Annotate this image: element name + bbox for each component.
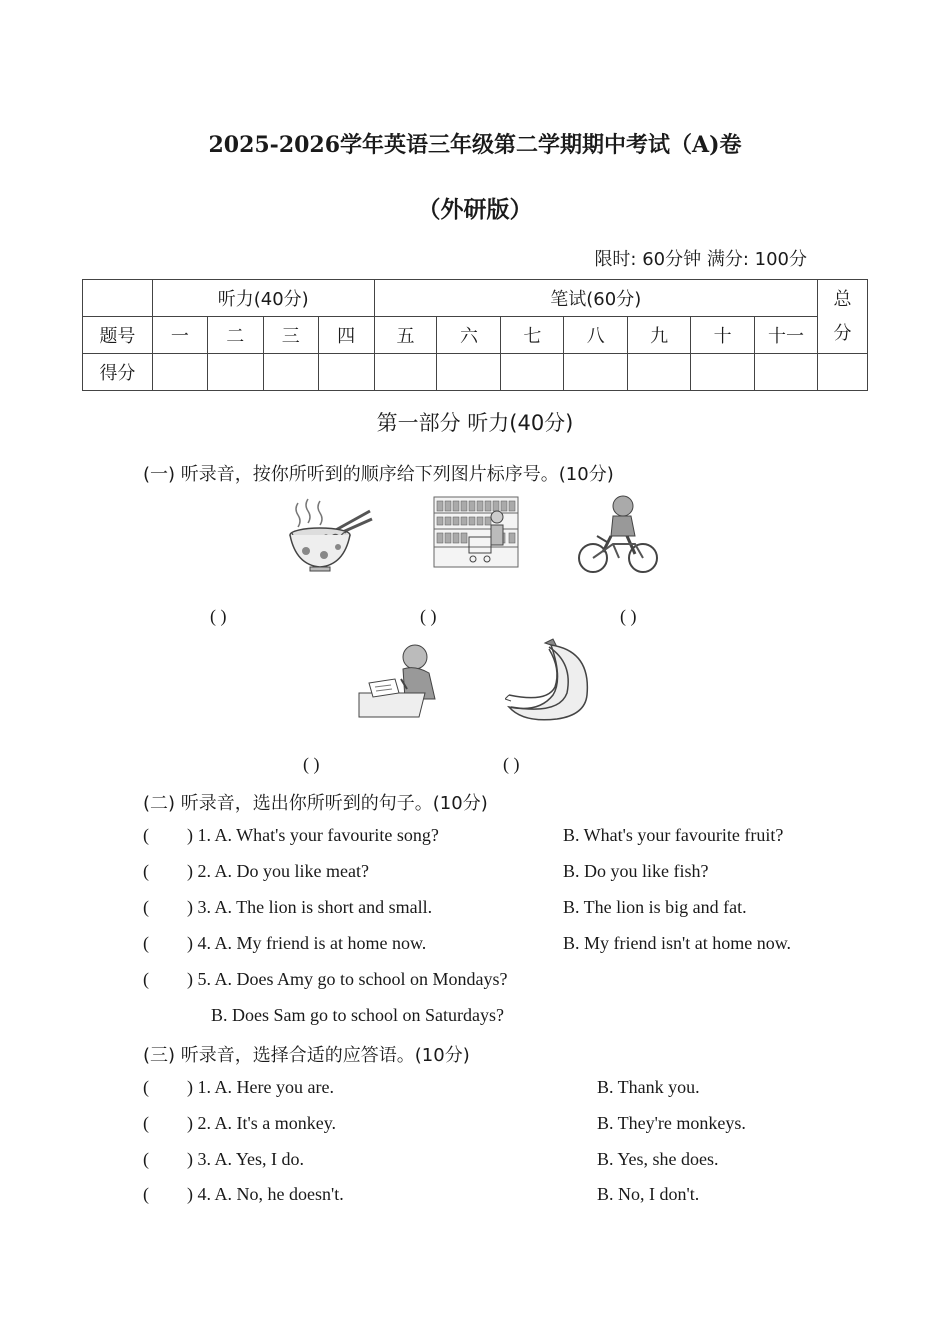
answer-paren[interactable]: ( — [143, 1149, 149, 1169]
score-cell[interactable] — [628, 354, 691, 391]
writing-header: 笔试(60分) — [374, 280, 817, 317]
question-option-a: ) 3. A. Yes, I do. — [187, 1149, 305, 1169]
question-number: 十一 — [755, 317, 818, 354]
question-option-a: ) 1. A. What's your favourite song? — [187, 825, 439, 845]
answer-blank[interactable]: ( ) — [303, 754, 320, 774]
question-option-a: ) 4. A. My friend is at home now. — [187, 933, 427, 953]
question-option-b: B. My friend isn't at home now. — [563, 933, 792, 953]
supermarket-icon — [433, 495, 519, 569]
time-limit: 限时: 60分钟 满分: 100分 — [594, 249, 807, 270]
question-option-b: B. No, I don't. — [597, 1184, 700, 1204]
question-option-a: ) 2. A. It's a monkey. — [187, 1113, 337, 1133]
question-number: 十 — [691, 317, 755, 354]
score-cell[interactable] — [691, 354, 755, 391]
question-option-b: B. The lion is big and fat. — [563, 897, 747, 917]
answer-paren[interactable]: ( — [143, 1184, 149, 1204]
bicycle-boy-icon — [577, 492, 659, 576]
score-cell[interactable] — [437, 354, 501, 391]
question-option-a: ) 1. A. Here you are. — [187, 1077, 334, 1097]
question-option-a: ) 5. A. Does Amy go to school on Mondays? — [187, 969, 508, 989]
question-option-a: ) 2. A. Do you like meat? — [187, 861, 369, 881]
answer-blank[interactable]: ( ) — [210, 606, 227, 626]
score-cell[interactable] — [374, 354, 437, 391]
answer-blank[interactable]: ( ) — [420, 606, 437, 626]
question-number: 七 — [501, 317, 564, 354]
noodles-icon — [284, 497, 374, 577]
question-number: 六 — [437, 317, 501, 354]
score-cell[interactable] — [263, 354, 318, 391]
question-option-b: B. Yes, she does. — [597, 1149, 719, 1169]
question-option-a: ) 4. A. No, he doesn't. — [187, 1184, 344, 1204]
score-cell[interactable] — [318, 354, 374, 391]
listening-header: 听力(40分) — [152, 280, 374, 317]
score-table-corner — [83, 280, 153, 317]
total-score-cell[interactable] — [817, 354, 867, 391]
exam-subtitle: （外研版） — [417, 196, 533, 223]
question-option-b: B. Do you like fish? — [563, 861, 709, 881]
answer-paren[interactable]: ( — [143, 969, 149, 989]
score-table — [82, 279, 868, 391]
answer-paren[interactable]: ( — [143, 1077, 149, 1097]
answer-paren[interactable]: ( — [143, 861, 149, 881]
exam-title: 2025-2026学年英语三年级第二学期期中考试（A)卷 — [208, 132, 742, 158]
question-option-b: B. What's your favourite fruit? — [563, 825, 784, 845]
question-number: 三 — [263, 317, 318, 354]
part-one-title: 第一部分 听力(40分) — [376, 411, 574, 435]
question-option-b: B. They're monkeys. — [597, 1113, 746, 1133]
boy-writing-icon — [357, 639, 443, 721]
section-three-title: (三) 听录音，选择合适的应答语。(10分) — [143, 1045, 470, 1066]
score-row-label: 得分 — [83, 354, 153, 391]
question-number: 五 — [374, 317, 437, 354]
answer-blank[interactable]: ( ) — [620, 606, 637, 626]
score-cell[interactable] — [501, 354, 564, 391]
question-number: 八 — [564, 317, 628, 354]
score-cell[interactable] — [755, 354, 818, 391]
question-number: 四 — [318, 317, 374, 354]
score-cell[interactable] — [564, 354, 628, 391]
answer-paren[interactable]: ( — [143, 1113, 149, 1133]
answer-paren[interactable]: ( — [143, 933, 149, 953]
answer-paren[interactable]: ( — [143, 897, 149, 917]
answer-blank[interactable]: ( ) — [503, 754, 520, 774]
bananas-icon — [505, 637, 593, 723]
section-one-title: (一) 听录音，按你所听到的顺序给下列图片标序号。(10分) — [143, 464, 614, 485]
question-option-b: B. Does Sam go to school on Saturdays? — [211, 1005, 504, 1025]
question-number-label: 题号 — [83, 317, 153, 354]
score-cell[interactable] — [152, 354, 207, 391]
total-header: 总分 — [817, 280, 867, 354]
question-number: 二 — [207, 317, 263, 354]
question-option-b: B. Thank you. — [597, 1077, 700, 1097]
section-two-title: (二) 听录音，选出你所听到的句子。(10分) — [143, 793, 488, 814]
question-number: 一 — [152, 317, 207, 354]
answer-paren[interactable]: ( — [143, 825, 149, 845]
score-cell[interactable] — [207, 354, 263, 391]
question-number: 九 — [628, 317, 691, 354]
question-option-a: ) 3. A. The lion is short and small. — [187, 897, 433, 917]
